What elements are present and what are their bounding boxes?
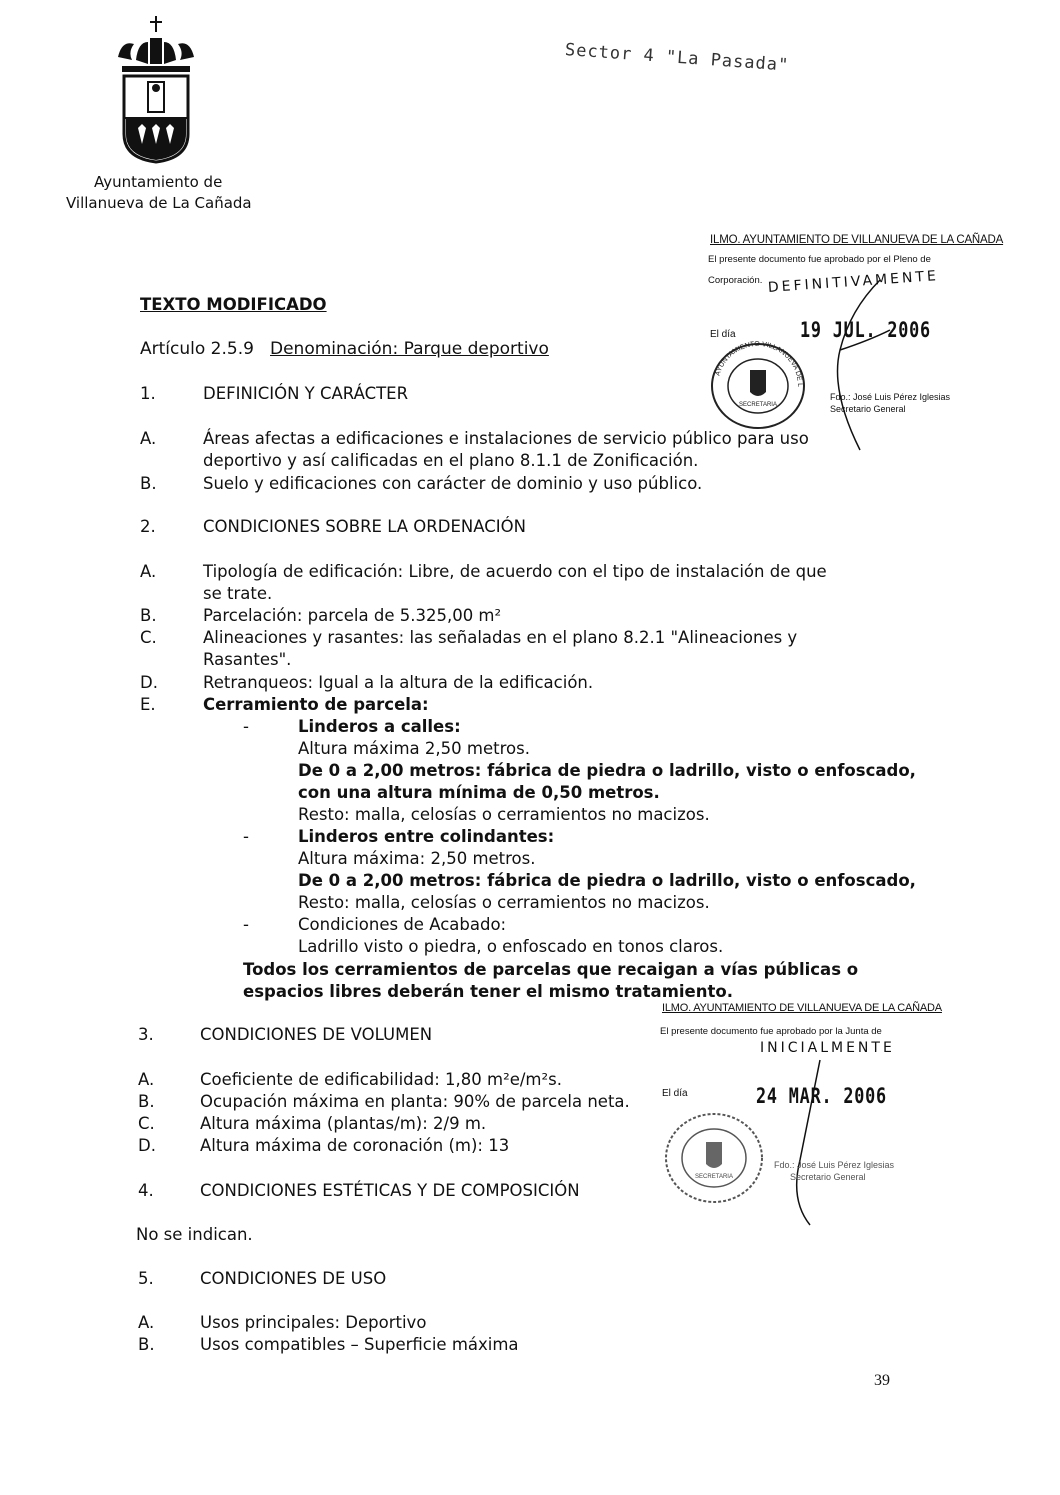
sub-item-text: Ladrillo visto o piedra, o enfoscado en tonos claros. (298, 937, 724, 956)
section-number: 4. (138, 1181, 154, 1200)
article-number: Artículo 2.5.9 (140, 339, 254, 359)
section-title: CONDICIONES DE VOLUMEN (200, 1025, 433, 1044)
item-text: Cerramiento de parcela: (203, 695, 429, 714)
sub-item-text: Resto: malla, celosías o cerramientos no macizos. (298, 805, 710, 824)
page-number: 39 (874, 1372, 890, 1389)
svg-text:SECRETARIA: SECRETARIA (695, 1174, 733, 1180)
item-letter: A. (140, 562, 157, 581)
item-text: Rasantes". (203, 650, 292, 669)
item-text: Áreas afectas a edificaciones e instalaciones de servicio público para uso (203, 429, 809, 448)
item-text: Coeficiente de edificabilidad: 1,80 m²e/m²s. (200, 1070, 562, 1089)
sub-item-title: Linderos entre colindantes: (298, 827, 555, 846)
item-letter: D. (140, 673, 158, 692)
stamp-word: DEFINITIVAMENTE (767, 268, 940, 296)
item-letter: D. (138, 1136, 156, 1155)
item-text: Tipología de edificación: Libre, de acuerdo con el tipo de instalación de que (203, 562, 827, 581)
item-letter: E. (140, 695, 156, 714)
item-letter: B. (140, 474, 157, 493)
stamp-signature-name: Fdo.: José Luis Pérez Iglesias (830, 392, 951, 402)
page-title: TEXTO MODIFICADO (140, 295, 327, 314)
stamp-heading: ILMO. AYUNTAMIENTO DE VILLANUEVA DE LA CAÑADA (662, 1002, 942, 1014)
org-name-line-1: Ayuntamiento de (94, 173, 223, 191)
item-letter: C. (138, 1114, 155, 1133)
stamp-date: 24 MAR. 2006 (756, 1084, 887, 1108)
stamp-heading: ILMO. AYUNTAMIENTO DE VILLANUEVA DE LA CAÑADA (710, 234, 1004, 246)
article-title: Denominación: Parque deportivo (270, 339, 549, 359)
sub-item-text: con una altura mínima de 0,50 metros. (298, 783, 660, 802)
sub-item-text: Resto: malla, celosías o cerramientos no macizos. (298, 893, 710, 912)
item-text: se trate. (203, 584, 273, 603)
stamp-signature-title: Secretario General (790, 1172, 866, 1182)
stamp-el-dia: El día (710, 329, 736, 340)
section-number: 1. (140, 384, 156, 403)
stamp-signature-name: Fdo.: José Luis Pérez Iglesias (774, 1160, 895, 1170)
stamp-signature-title: Secretario General (830, 404, 906, 414)
sub-item-dash: - (243, 717, 249, 736)
stamp-text-1: El presente documento fue aprobado por la Junta de (660, 1026, 882, 1037)
note-text: Todos los cerramientos de parcelas que recaigan a vías públicas o (243, 960, 859, 979)
signature-scribble (810, 270, 900, 460)
stamp-el-dia: El día (662, 1088, 688, 1099)
item-letter: A. (140, 429, 157, 448)
section-number: 3. (138, 1025, 154, 1044)
svg-text:AYUNTAMIENTO VILLANUEVA DE LA: AYUNTAMIENTO VILLANUEVA DE L (714, 340, 804, 388)
official-seal (662, 1110, 766, 1206)
item-text: Alineaciones y rasantes: las señaladas en el plano 8.2.1 "Alineaciones y (203, 628, 798, 647)
sub-item-text: Altura máxima 2,50 metros. (298, 739, 530, 758)
handwritten-note: Sector 4 "La Pasada" (564, 40, 790, 76)
coat-of-arms-logo (108, 12, 204, 172)
signature-scribble (780, 1050, 840, 1230)
stamp-date: 19 JUL. 2006 (800, 318, 931, 342)
sub-item-dash: - (243, 915, 249, 934)
item-text: Retranqueos: Igual a la altura de la edificación. (203, 673, 594, 692)
svg-text:SECRETARIA: SECRETARIA (739, 402, 777, 408)
note-text: espacios libres deberán tener el mismo tratamiento. (243, 982, 733, 1001)
sub-item-title: Linderos a calles: (298, 717, 461, 736)
stamp-text-2: Corporación. (708, 275, 763, 286)
item-text: Altura máxima (plantas/m): 2/9 m. (200, 1114, 487, 1133)
section-title: CONDICIONES ESTÉTICAS Y DE COMPOSICIÓN (200, 1181, 580, 1200)
stamp-text-1: El presente documento fue aprobado por el Pleno de (708, 254, 931, 265)
item-letter: B. (138, 1092, 155, 1111)
section-title: CONDICIONES DE USO (200, 1269, 387, 1288)
sub-item-dash: - (243, 827, 249, 846)
item-text: Usos principales: Deportivo (200, 1313, 427, 1332)
item-letter: C. (140, 628, 157, 647)
item-text: Usos compatibles – Superficie máxima (200, 1335, 519, 1354)
item-letter: A. (138, 1070, 155, 1089)
section-number: 5. (138, 1269, 154, 1288)
item-text: Ocupación máxima en planta: 90% de parcela neta. (200, 1092, 630, 1111)
approval-stamp-definitive (690, 230, 1020, 430)
sub-item-title: Condiciones de Acabado: (298, 915, 507, 934)
item-letter: A. (138, 1313, 155, 1332)
stamp-word: INICIALMENTE (760, 1040, 895, 1056)
item-text: Parcelación: parcela de 5.325,00 m² (203, 606, 502, 625)
sub-item-text: De 0 a 2,00 metros: fábrica de piedra o ladrillo, visto o enfoscado, (298, 871, 916, 890)
item-text: Suelo y edificaciones con carácter de dominio y uso público. (203, 474, 703, 493)
section-body: No se indican. (136, 1225, 253, 1244)
section-title: CONDICIONES SOBRE LA ORDENACIÓN (203, 517, 526, 536)
official-seal (708, 340, 808, 432)
item-text: Altura máxima de coronación (m): 13 (200, 1136, 510, 1155)
approval-stamp-initial (650, 1000, 990, 1230)
section-title: DEFINICIÓN Y CARÁCTER (203, 384, 409, 403)
item-letter: B. (140, 606, 157, 625)
sub-item-text: De 0 a 2,00 metros: fábrica de piedra o ladrillo, visto o enfoscado, (298, 761, 916, 780)
item-text: deportivo y así calificadas en el plano 8.1.1 de Zonificación. (203, 451, 699, 470)
sub-item-text: Altura máxima: 2,50 metros. (298, 849, 536, 868)
item-letter: B. (138, 1335, 155, 1354)
org-name-line-2: Villanueva de La Cañada (66, 194, 252, 212)
section-number: 2. (140, 517, 156, 536)
